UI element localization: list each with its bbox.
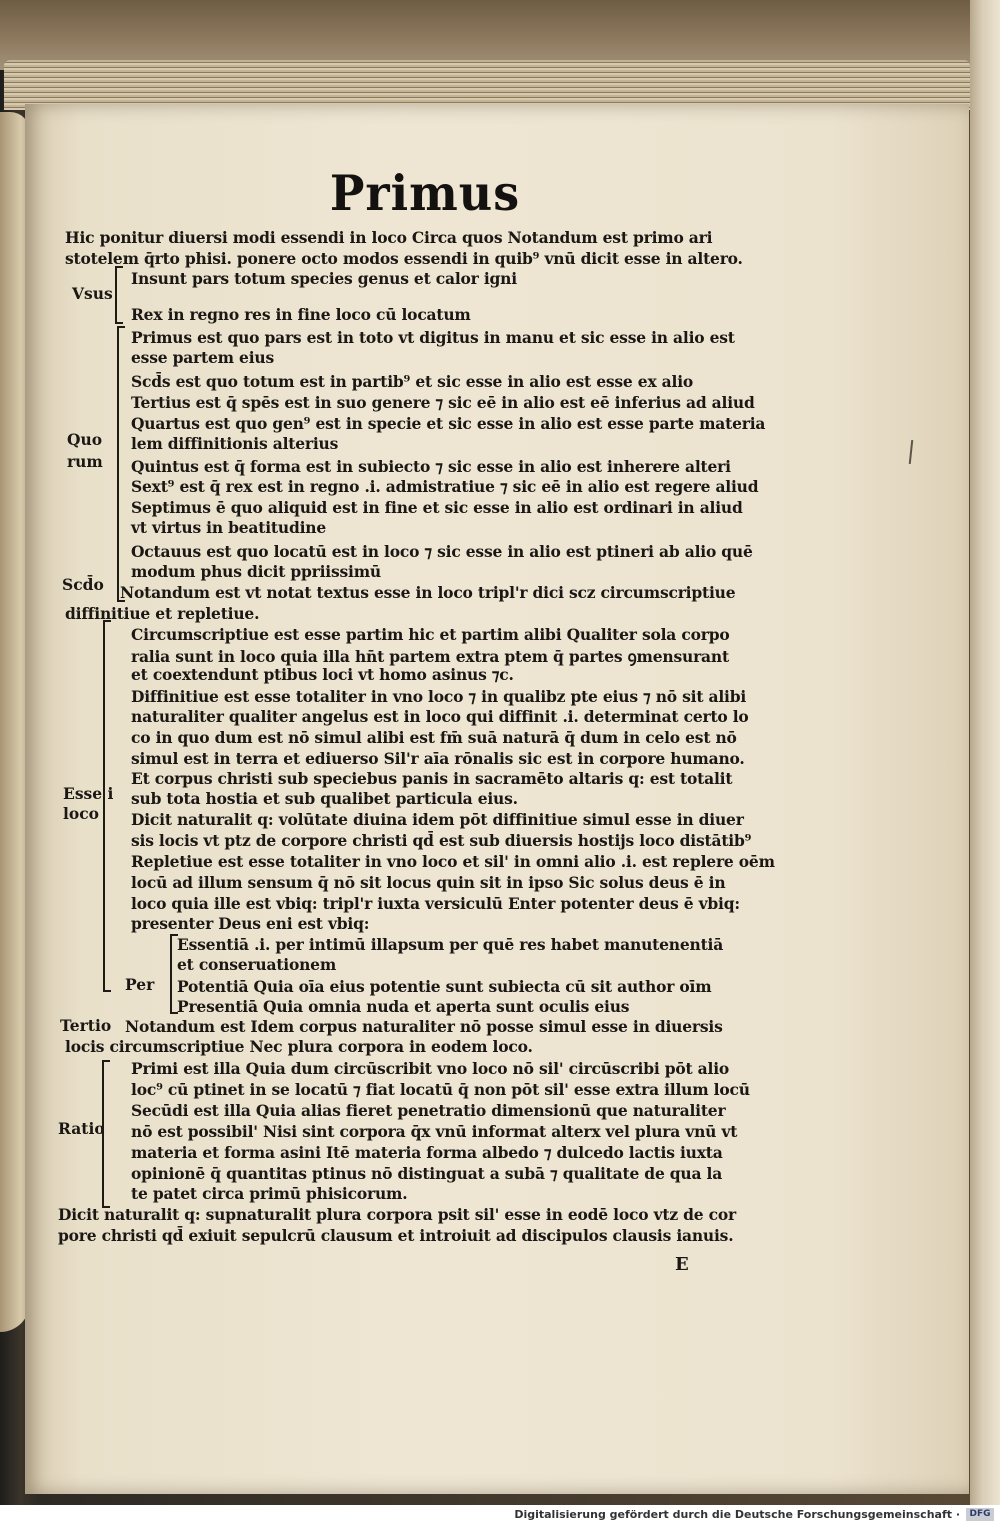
brace-quorum	[117, 326, 119, 602]
text-line: co in quo dum est nō simul alibi est fm̄ suā naturā q̄ dum in celo est nō	[131, 728, 737, 747]
footer-credit: Digitalisierung gefördert durch die Deutsche Forschungsgemeinschaft ·	[514, 1508, 960, 1521]
page-title: Primus	[329, 164, 521, 222]
margin-label-esse: Esse i	[63, 784, 114, 803]
text-line: stotelem q̄rto phisi. ponere octo modos essendi in quib⁹ vnū dicit esse in altero.	[65, 249, 743, 268]
text-line: Tertius est q̄ spēs est in suo genere ⁊ sic eē in alio est eē inferius ad aliud	[131, 393, 755, 412]
book-cover-right	[970, 0, 1000, 1505]
footer-bar	[0, 1505, 1000, 1524]
text-line: loco quia ille est vbiq: tripl'r iuxta versiculū Enter potenter deus ē vbiq:	[131, 894, 740, 913]
text-line: Notandum est vt notat textus esse in loco tripl'r dici scz circumscriptiue	[120, 583, 736, 602]
margin-label-ratio: Ratio	[58, 1119, 105, 1138]
text-line: opinionē q̄ quantitas ptinus nō distinguat a subā ⁊ qualitate de qua la	[131, 1164, 723, 1183]
text-line: Dicit naturalit q: supnaturalit plura corpora psit sil' esse in eodē loco vtz de cor	[58, 1205, 736, 1224]
text-line: esse partem eius	[131, 348, 274, 367]
dfg-logo-icon: DFG	[966, 1508, 994, 1521]
text-line: Presentiā Quia omnia nuda et aperta sunt oculis eius	[177, 997, 630, 1016]
margin-label-tertio: Tertio	[60, 1016, 112, 1035]
margin-label-per: Per	[125, 975, 155, 994]
margin-mark	[909, 440, 913, 464]
text-line: Notandum est Idem corpus naturaliter nō posse simul esse in diuersis	[125, 1017, 723, 1036]
text-line: naturaliter qualiter angelus est in loco qui diffinit .i. determinat certo lo	[131, 707, 749, 726]
text-line: Hic ponitur diuersi modi essendi in loco Circa quos Notandum est primo ari	[65, 228, 713, 247]
brace-secundo	[103, 620, 105, 992]
text-line: presenter Deus eni est vbiq:	[131, 914, 370, 933]
text-line: et conseruationem	[177, 955, 337, 974]
text-line: Primi est illa Quia dum circūscribit vno loco nō sil' circūscribi pōt alio	[131, 1059, 730, 1078]
text-line: materia et forma asini Itē materia forma albedo ⁊ dulcedo lactis iuxta	[131, 1143, 723, 1162]
text-line: Primus est quo pars est in toto vt digitus in manu et sic esse in alio est	[131, 328, 735, 347]
text-line: Secūdi est illa Quia alias fieret penetratio dimensionū que naturaliter	[131, 1101, 726, 1120]
text-line: ralia sunt in loco quia illa hn̄t partem extra ptem q̄ partes ꝯmensurant	[131, 647, 729, 666]
text-line: Circumscriptiue est esse partim hic et partim alibi Qualiter sola corpo	[131, 625, 730, 644]
text-line: Rex in regno res in fine loco cū locatum	[131, 305, 471, 324]
text-line: pore christi qd̄ exiuit sepulcrū clausum et introiuit ad discipulos clausis ianuis.	[58, 1226, 734, 1245]
page-edges	[4, 60, 970, 110]
text-line: Repletiue est esse totaliter in vno loco et sil' in omni alio .i. est replere oēm	[131, 852, 775, 871]
text-line: Octauus est quo locatū est in loco ⁊ sic esse in alio est ptineri ab alio quē	[131, 542, 753, 561]
text-line: loc⁹ cū ptinet in se locatū ⁊ fiat locatū q̄ non pōt sil' esse extra illum locū	[131, 1080, 750, 1099]
margin-label-esse-2: loco	[63, 804, 100, 823]
signature-mark: E	[675, 1254, 689, 1275]
text-line: locis circumscriptiue Nec plura corpora in eodem loco.	[65, 1037, 533, 1056]
text-line: nō est possibil' Nisi sint corpora q̄x vnū informat alterx vel plura vnū vt	[131, 1122, 738, 1141]
text-line: diffinitiue et repletiue.	[65, 604, 260, 623]
brace-per	[170, 934, 172, 1014]
brace-vsus	[115, 266, 117, 324]
text-line: te patet circa primū phisicorum.	[131, 1184, 408, 1203]
text-line: sub tota hostia et sub qualibet particula eius.	[131, 789, 518, 808]
text-line: lem diffinitionis alterius	[131, 434, 339, 453]
text-line: Essentiā .i. per intimū illapsum per quē res habet manutenentiā	[177, 935, 724, 954]
text-line: locū ad illum sensum q̄ nō sit locus quin sit in ipso Sic solus deus ē in	[131, 873, 726, 892]
margin-label-quorum: Quo	[67, 430, 103, 449]
text-line: Septimus ē quo aliquid est in fine et sic esse in alio est ordinari in aliud	[131, 498, 743, 517]
text-line: Quartus est quo gen⁹ est in specie et sic esse in alio est esse parte materia	[131, 414, 766, 433]
text-line: simul est in terra et ediuerso Sil'r aīa rōnalis sic est in corpore humano.	[131, 749, 745, 768]
text-line: Insunt pars totum species genus et calor igni	[131, 269, 517, 288]
text-line: Potentiā Quia oīa eius potentie sunt subiecta cū sit author oīm	[177, 977, 712, 996]
text-line: Quintus est q̄ forma est in subiecto ⁊ sic esse in alio est inherere alteri	[131, 457, 731, 476]
text-line: et coextendunt ptibus loci vt homo asinus ⁊c.	[131, 665, 514, 684]
text-line: Dicit naturalit q: volūtate diuina idem pōt diffinitiue simul esse in diuer	[131, 810, 744, 829]
text-line: modum phus dicit ppriissimū	[131, 562, 381, 581]
text-line: Sext⁹ est q̄ rex est in regno .i. admistratiue ⁊ sic eē in alio est regere aliud	[131, 477, 759, 496]
text-line: Scd̄s est quo totum est in partib⁹ et sic esse in alio est esse ex alio	[131, 372, 694, 391]
page	[25, 104, 969, 1494]
text-line: sis locis vt ptz de corpore christi qd̄ est sub diuersis hostijs loco distātib⁹	[131, 831, 752, 850]
margin-label-quorum-2: rum	[67, 452, 103, 471]
margin-label-vsus: Vsus	[72, 284, 113, 303]
text-line: Diffinitiue est esse totaliter in vno loco ⁊ in qualibz pte eius ⁊ nō sit alibi	[131, 687, 747, 706]
text-line: vt virtus in beatitudine	[131, 518, 327, 537]
margin-label-secundo: Scd̄o	[62, 575, 104, 594]
text-line: Et corpus christi sub speciebus panis in sacramēto altaris q: est totalit	[131, 769, 733, 788]
